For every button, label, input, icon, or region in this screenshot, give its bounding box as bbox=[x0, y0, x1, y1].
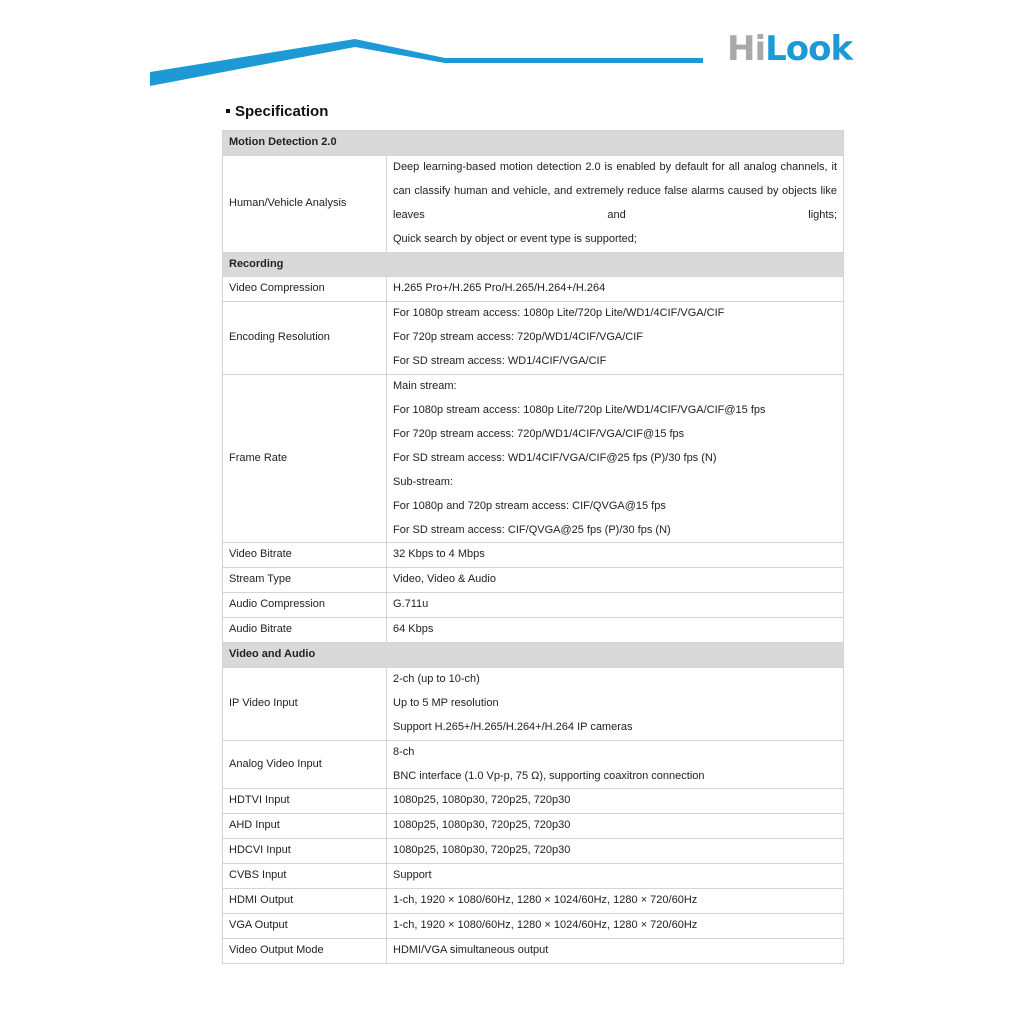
spec-row bbox=[223, 618, 844, 643]
spec-value-line: Sub-stream: bbox=[393, 475, 453, 488]
spec-row bbox=[223, 593, 844, 618]
spec-value-line: H.265 Pro+/H.265 Pro/H.265/H.264+/H.264 bbox=[393, 282, 606, 295]
spec-value-line: For SD stream access: WD1/4CIF/VGA/CIF@25 fps (P)/30 fps (N) bbox=[393, 451, 717, 464]
spec-value-line: 64 Kbps bbox=[393, 623, 434, 636]
spec-group-header bbox=[223, 131, 844, 156]
spec-label: Audio Bitrate bbox=[223, 618, 387, 643]
spec-row bbox=[223, 789, 844, 814]
spec-value bbox=[387, 889, 844, 914]
spec-value bbox=[387, 814, 844, 839]
spec-label: Human/Vehicle Analysis bbox=[223, 155, 387, 252]
spec-label: Encoding Resolution bbox=[223, 302, 387, 375]
spec-value-line: 32 Kbps to 4 Mbps bbox=[393, 548, 485, 561]
spec-label: HDMI Output bbox=[223, 889, 387, 914]
spec-label: HDCVI Input bbox=[223, 839, 387, 864]
section-title: Specification bbox=[235, 103, 329, 120]
spec-value-line: HDMI/VGA simultaneous output bbox=[393, 943, 549, 956]
specification-table-body bbox=[223, 131, 844, 964]
spec-value bbox=[387, 277, 844, 302]
spec-label: Video Output Mode bbox=[223, 938, 387, 963]
header-swoosh-graphic bbox=[0, 0, 1024, 100]
spec-value-line: 2-ch (up to 10-ch) bbox=[393, 672, 480, 685]
spec-value bbox=[387, 839, 844, 864]
spec-row bbox=[223, 864, 844, 889]
spec-value bbox=[387, 938, 844, 963]
spec-value-line: Up to 5 MP resolution bbox=[393, 696, 499, 709]
spec-row bbox=[223, 889, 844, 914]
spec-value-line: Video, Video & Audio bbox=[393, 573, 496, 586]
spec-group-title: Video and Audio bbox=[223, 643, 844, 668]
spec-label: HDTVI Input bbox=[223, 789, 387, 814]
spec-value-line: For 720p stream access: 720p/WD1/4CIF/VGA/CIF@15 fps bbox=[393, 427, 685, 440]
spec-value bbox=[387, 667, 844, 740]
spec-row bbox=[223, 667, 844, 740]
spec-row bbox=[223, 277, 844, 302]
spec-value-line: For 1080p and 720p stream access: CIF/QVGA@15 fps bbox=[393, 499, 666, 512]
spec-value bbox=[387, 302, 844, 375]
spec-value bbox=[387, 618, 844, 643]
spec-value-line: For 1080p stream access: 1080p Lite/720p Lite/WD1/4CIF/VGA/CIF bbox=[393, 307, 725, 320]
spec-value-line: Support bbox=[393, 869, 432, 882]
spec-value bbox=[387, 914, 844, 939]
spec-value bbox=[387, 864, 844, 889]
spec-value-line: Quick search by object or event type is supported; bbox=[393, 232, 637, 245]
spec-value-line: Deep learning-based motion detection 2.0 is enabled by default for all analog channels, it bbox=[393, 160, 837, 173]
spec-value-line: can classify human and vehicle, and extremely reduce false alarms caused by objects like bbox=[393, 184, 837, 197]
spec-value bbox=[387, 789, 844, 814]
spec-label: Video Bitrate bbox=[223, 543, 387, 568]
spec-label: CVBS Input bbox=[223, 864, 387, 889]
spec-label: Analog Video Input bbox=[223, 740, 387, 789]
spec-row bbox=[223, 302, 844, 375]
spec-value-line: 1080p25, 1080p30, 720p25, 720p30 bbox=[393, 794, 571, 807]
spec-row bbox=[223, 814, 844, 839]
spec-value bbox=[387, 375, 844, 543]
spec-value-line: For 720p stream access: 720p/WD1/4CIF/VGA/CIF bbox=[393, 331, 644, 344]
spec-label: Video Compression bbox=[223, 277, 387, 302]
spec-value-line: 1-ch, 1920 × 1080/60Hz, 1280 × 1024/60Hz, 1280 × 720/60Hz bbox=[393, 894, 698, 907]
header-decoration bbox=[0, 0, 1024, 100]
spec-value-line: For SD stream access: CIF/QVGA@25 fps (P)/30 fps (N) bbox=[393, 523, 671, 536]
spec-value-line: 1-ch, 1920 × 1080/60Hz, 1280 × 1024/60Hz, 1280 × 720/60Hz bbox=[393, 919, 698, 931]
spec-value-line: BNC interface (1.0 Vp-p, 75 Ω), supporting coaxitron connection bbox=[393, 769, 705, 782]
spec-row bbox=[223, 543, 844, 568]
spec-value bbox=[387, 543, 844, 568]
spec-label: Stream Type bbox=[223, 568, 387, 593]
spec-value-line: 1080p25, 1080p30, 720p25, 720p30 bbox=[393, 819, 571, 832]
bullet-icon bbox=[226, 109, 230, 113]
spec-value bbox=[387, 740, 844, 789]
spec-row bbox=[223, 375, 844, 543]
spec-value bbox=[387, 568, 844, 593]
spec-row bbox=[223, 740, 844, 789]
specification-table bbox=[222, 130, 844, 964]
spec-label: AHD Input bbox=[223, 814, 387, 839]
spec-value-line: G.711u bbox=[393, 598, 429, 611]
spec-row bbox=[223, 568, 844, 593]
spec-value-line: Main stream: bbox=[393, 380, 457, 393]
spec-label: IP Video Input bbox=[223, 667, 387, 740]
spec-label: Frame Rate bbox=[223, 375, 387, 543]
spec-row bbox=[223, 938, 844, 963]
logo-text-look: Look bbox=[765, 29, 853, 69]
spec-group-title: Recording bbox=[223, 252, 844, 277]
spec-value-line: 1080p25, 1080p30, 720p25, 720p30 bbox=[393, 844, 571, 857]
spec-value-line: For SD stream access: WD1/4CIF/VGA/CIF bbox=[393, 355, 607, 368]
section-heading bbox=[226, 100, 328, 124]
spec-row bbox=[223, 914, 844, 939]
spec-group-title: Motion Detection 2.0 bbox=[223, 131, 844, 156]
spec-label: Audio Compression bbox=[223, 593, 387, 618]
spec-value-line: 8-ch bbox=[393, 745, 415, 758]
spec-row bbox=[223, 839, 844, 864]
spec-label: VGA Output bbox=[223, 914, 387, 939]
spec-value bbox=[387, 593, 844, 618]
spec-value-line: For 1080p stream access: 1080p Lite/720p Lite/WD1/4CIF/VGA/CIF@15 fps bbox=[393, 403, 766, 416]
spec-row bbox=[223, 155, 844, 252]
spec-group-header bbox=[223, 643, 844, 668]
spec-group-header bbox=[223, 252, 844, 277]
hilook-logo bbox=[727, 27, 852, 71]
logo-text-hi: Hi bbox=[727, 29, 766, 69]
spec-value-line: Support H.265+/H.265/H.264+/H.264 IP cameras bbox=[393, 720, 633, 733]
spec-value bbox=[387, 155, 844, 252]
spec-value-line: leaves and lights; bbox=[393, 208, 837, 221]
